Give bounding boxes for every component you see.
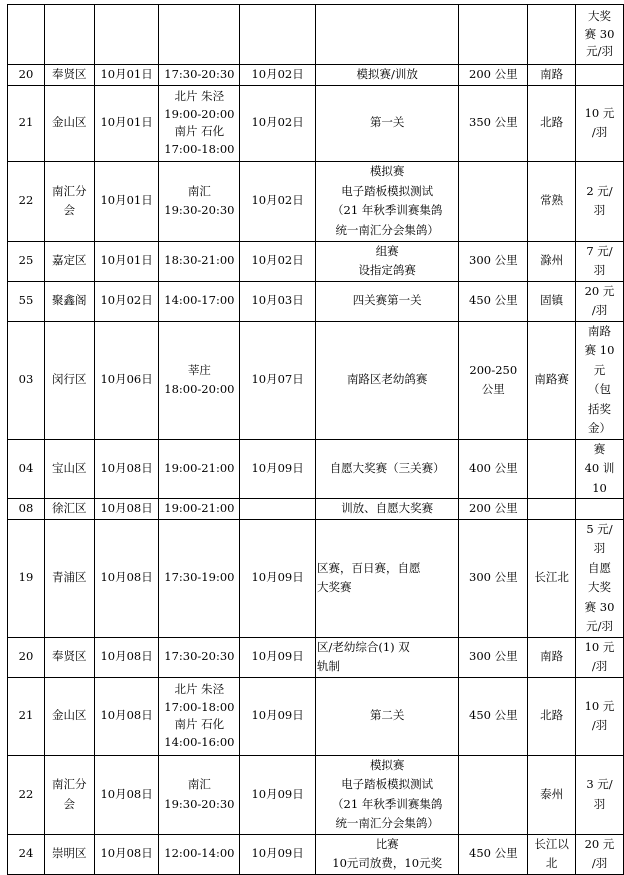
cell-return-date: 10月02日 bbox=[240, 65, 316, 86]
cell-distance-line: 450 公里 bbox=[469, 708, 518, 723]
cell-fee-line: 赛 bbox=[593, 441, 606, 456]
cell-id bbox=[8, 5, 45, 65]
cell-time bbox=[159, 519, 240, 637]
cell-date: 10月08日 bbox=[94, 519, 159, 637]
cell-distance bbox=[459, 85, 528, 161]
cell-time-line: 南汇 bbox=[187, 777, 211, 791]
cell-time-line: 17:00-18:00 bbox=[164, 699, 235, 714]
cell-district bbox=[44, 439, 94, 499]
cell-time-line: 19:00-21:00 bbox=[164, 461, 235, 475]
cell-location bbox=[528, 241, 576, 281]
table-row bbox=[8, 321, 624, 439]
cell-fee-line: 括奖 bbox=[588, 401, 612, 416]
table-row bbox=[8, 5, 624, 65]
cell-return-date: 10月02日 bbox=[240, 85, 316, 161]
table-row bbox=[8, 65, 624, 86]
cell-time-line: 19:30-20:30 bbox=[164, 796, 235, 811]
cell-fee bbox=[576, 65, 624, 86]
cell-location bbox=[528, 5, 576, 65]
cell-distance-line: 450 公里 bbox=[469, 846, 518, 861]
cell-location-line: 北路 bbox=[540, 115, 564, 130]
cell-district-line: 奉贤区 bbox=[52, 67, 87, 81]
cell-fee bbox=[576, 439, 624, 499]
cell-id: 24 bbox=[8, 834, 45, 874]
cell-time bbox=[159, 5, 240, 65]
cell-location bbox=[528, 834, 576, 874]
cell-fee-line: 10 元 bbox=[584, 105, 615, 120]
cell-location-line: 长江北 bbox=[534, 570, 569, 585]
cell-time-line: 莘庄 bbox=[187, 362, 211, 377]
cell-event-line: 轨制 bbox=[316, 659, 340, 673]
cell-id: 04 bbox=[8, 439, 45, 499]
cell-fee bbox=[576, 5, 624, 65]
cell-time-line: 17:30-20:30 bbox=[164, 649, 235, 664]
cell-fee bbox=[576, 677, 624, 755]
cell-fee-line: 赛 30 bbox=[584, 599, 615, 614]
cell-location bbox=[528, 499, 576, 520]
cell-time-line: 14:00-16:00 bbox=[164, 734, 235, 749]
cell-time-line: 17:30-20:30 bbox=[164, 67, 235, 81]
cell-fee-line: 20 元 bbox=[584, 836, 615, 851]
cell-time bbox=[159, 637, 240, 677]
cell-time bbox=[159, 677, 240, 755]
cell-fee-line: 大奖 bbox=[588, 9, 612, 24]
cell-id: 55 bbox=[8, 281, 45, 321]
cell-event bbox=[315, 85, 458, 161]
cell-time-line: 18:30-21:00 bbox=[164, 253, 235, 268]
cell-date: 10月01日 bbox=[94, 85, 159, 161]
cell-event bbox=[315, 834, 458, 874]
cell-district-line: 金山区 bbox=[52, 708, 87, 723]
cell-time-line: 北片 朱泾 bbox=[174, 89, 225, 103]
cell-date: 10月01日 bbox=[94, 161, 159, 241]
cell-fee-line: （包 bbox=[588, 382, 612, 396]
cell-id: 21 bbox=[8, 85, 45, 161]
cell-event-line: 第二关 bbox=[369, 708, 405, 723]
cell-distance bbox=[459, 321, 528, 439]
cell-event bbox=[315, 499, 458, 520]
cell-distance-line: 200-250 bbox=[469, 362, 518, 377]
cell-event bbox=[315, 65, 458, 86]
cell-fee-line: 元 bbox=[593, 362, 606, 377]
cell-id: 03 bbox=[8, 321, 45, 439]
cell-time-line: 17:00-18:00 bbox=[164, 141, 235, 156]
cell-location bbox=[528, 637, 576, 677]
cell-date: 10月08日 bbox=[94, 755, 159, 834]
cell-fee-line: 3 元/ bbox=[586, 777, 613, 791]
cell-return-date: 10月03日 bbox=[240, 281, 316, 321]
cell-district-line: 闵行区 bbox=[52, 372, 87, 387]
cell-fee-line: 40 训 bbox=[584, 461, 615, 475]
cell-district bbox=[44, 5, 94, 65]
cell-event bbox=[315, 281, 458, 321]
cell-district-line: 金山区 bbox=[52, 115, 87, 130]
cell-location-line: 北 bbox=[545, 856, 558, 870]
cell-location-line: 固镇 bbox=[540, 293, 564, 308]
cell-fee-line: 南路 bbox=[588, 323, 612, 338]
cell-event-line: 电子踏板模拟测试 bbox=[341, 777, 434, 791]
cell-fee bbox=[576, 499, 624, 520]
cell-district bbox=[44, 281, 94, 321]
cell-fee-line: 赛 30 bbox=[584, 26, 615, 41]
cell-distance-line: 公里 bbox=[481, 382, 505, 396]
cell-fee-line: /羽 bbox=[591, 718, 608, 732]
cell-district bbox=[44, 499, 94, 520]
cell-date: 10月01日 bbox=[94, 241, 159, 281]
cell-event-line: 自愿大奖赛（三关赛） bbox=[329, 461, 445, 475]
cell-location bbox=[528, 161, 576, 241]
cell-fee-line: 元/羽 bbox=[586, 44, 613, 59]
schedule-body bbox=[8, 5, 624, 875]
table-row bbox=[8, 281, 624, 321]
cell-fee bbox=[576, 161, 624, 241]
cell-event bbox=[315, 637, 458, 677]
table-row bbox=[8, 85, 624, 161]
cell-district-line: 青浦区 bbox=[52, 570, 87, 585]
cell-event-line: 统一南汇分会集鸽） bbox=[335, 816, 439, 830]
cell-event bbox=[315, 321, 458, 439]
cell-location-line: 南路 bbox=[540, 649, 564, 664]
cell-return-date: 10月09日 bbox=[240, 677, 316, 755]
cell-id: 22 bbox=[8, 755, 45, 834]
cell-id: 20 bbox=[8, 65, 45, 86]
cell-location-line: 泰州 bbox=[540, 786, 564, 801]
cell-date: 10月08日 bbox=[94, 499, 159, 520]
cell-time-line: 19:00-21:00 bbox=[164, 501, 235, 515]
cell-return-date: 10月09日 bbox=[240, 637, 316, 677]
cell-date: 10月08日 bbox=[94, 677, 159, 755]
cell-distance-line: 400 公里 bbox=[469, 461, 518, 475]
cell-time-line: 南汇 bbox=[187, 183, 211, 198]
table-row bbox=[8, 241, 624, 281]
cell-event-line: 训放、自愿大奖赛 bbox=[341, 501, 434, 515]
cell-distance bbox=[459, 161, 528, 241]
cell-time-line: 12:00-14:00 bbox=[164, 846, 235, 861]
cell-district-line: 崇明区 bbox=[52, 846, 87, 861]
cell-event-line: 南路区老幼鸽赛 bbox=[346, 372, 428, 387]
cell-event bbox=[315, 5, 458, 65]
cell-id: 08 bbox=[8, 499, 45, 520]
cell-district bbox=[44, 161, 94, 241]
cell-event-line: 组赛 bbox=[375, 243, 399, 258]
cell-district-line: 奉贤区 bbox=[52, 649, 87, 664]
cell-id: 25 bbox=[8, 241, 45, 281]
cell-event-line: 区赛，百日赛，自愿 bbox=[316, 560, 421, 575]
cell-district bbox=[44, 241, 94, 281]
cell-fee bbox=[576, 321, 624, 439]
cell-return-date: 10月02日 bbox=[240, 241, 316, 281]
cell-fee-line: 金） bbox=[588, 421, 612, 435]
cell-distance bbox=[459, 241, 528, 281]
cell-event-line: 模拟赛 bbox=[369, 757, 405, 772]
cell-location bbox=[528, 321, 576, 439]
cell-time-line: 19:00-20:00 bbox=[164, 106, 235, 121]
cell-fee-line: /羽 bbox=[591, 659, 608, 673]
cell-date: 10月08日 bbox=[94, 439, 159, 499]
cell-event bbox=[315, 755, 458, 834]
cell-id: 20 bbox=[8, 637, 45, 677]
cell-event-line: （21 年秋季训赛集鸽 bbox=[332, 796, 443, 811]
cell-fee bbox=[576, 85, 624, 161]
cell-distance bbox=[459, 281, 528, 321]
cell-event-line: 模拟赛/训放 bbox=[356, 67, 418, 81]
cell-fee-line: 10 元 bbox=[584, 639, 615, 654]
cell-event bbox=[315, 677, 458, 755]
cell-event-line: 统一南汇分会集鸽） bbox=[335, 222, 439, 237]
cell-event-line: 区/老幼综合(1) 双 bbox=[316, 639, 410, 654]
cell-return-date: 10月09日 bbox=[240, 834, 316, 874]
cell-fee-line: 10 bbox=[592, 480, 607, 495]
cell-district bbox=[44, 519, 94, 637]
cell-district-line: 聚鑫阁 bbox=[52, 293, 87, 308]
cell-id: 21 bbox=[8, 677, 45, 755]
cell-district-line: 南汇分 bbox=[52, 183, 87, 198]
cell-location bbox=[528, 519, 576, 637]
cell-fee-line: /羽 bbox=[591, 125, 608, 139]
cell-time-line: 19:30-20:30 bbox=[164, 203, 235, 217]
cell-location-line: 常熟 bbox=[540, 193, 564, 208]
cell-fee-line: 5 元/ bbox=[586, 521, 613, 536]
table-row bbox=[8, 439, 624, 499]
cell-fee-line: 10 元 bbox=[584, 698, 615, 713]
cell-district-line: 会 bbox=[63, 203, 76, 217]
cell-distance bbox=[459, 637, 528, 677]
cell-event bbox=[315, 241, 458, 281]
cell-date: 10月08日 bbox=[94, 637, 159, 677]
cell-return-date: 10月02日 bbox=[240, 161, 316, 241]
cell-location-line: 长江以 bbox=[534, 836, 569, 851]
cell-distance-line: 350 公里 bbox=[469, 115, 518, 130]
cell-district bbox=[44, 755, 94, 834]
cell-time bbox=[159, 755, 240, 834]
cell-district bbox=[44, 85, 94, 161]
cell-location-line: 南路赛 bbox=[534, 372, 569, 387]
cell-location bbox=[528, 677, 576, 755]
cell-location bbox=[528, 755, 576, 834]
table-row bbox=[8, 755, 624, 834]
cell-distance-line: 200 公里 bbox=[469, 501, 518, 515]
cell-return-date: 10月09日 bbox=[240, 519, 316, 637]
cell-district-line: 会 bbox=[63, 796, 76, 811]
table-row bbox=[8, 499, 624, 520]
cell-time bbox=[159, 85, 240, 161]
cell-time bbox=[159, 65, 240, 86]
cell-fee bbox=[576, 281, 624, 321]
cell-location-line: 滁州 bbox=[540, 253, 564, 268]
cell-event-line: 比赛 bbox=[375, 836, 399, 851]
cell-location bbox=[528, 65, 576, 86]
cell-district bbox=[44, 65, 94, 86]
cell-location-line: 南路 bbox=[540, 67, 564, 81]
cell-time bbox=[159, 321, 240, 439]
cell-return-date bbox=[240, 5, 316, 65]
cell-date: 10月02日 bbox=[94, 281, 159, 321]
cell-fee bbox=[576, 519, 624, 637]
cell-time bbox=[159, 161, 240, 241]
cell-distance bbox=[459, 677, 528, 755]
cell-time-line: 14:00-17:00 bbox=[164, 293, 235, 308]
cell-fee bbox=[576, 637, 624, 677]
cell-time bbox=[159, 241, 240, 281]
cell-event-line: 四关赛第一关 bbox=[352, 293, 422, 308]
cell-distance bbox=[459, 519, 528, 637]
cell-event-line: 模拟赛 bbox=[369, 164, 405, 178]
cell-district bbox=[44, 637, 94, 677]
cell-event-line: 设指定鸽赛 bbox=[358, 263, 416, 277]
cell-location bbox=[528, 85, 576, 161]
cell-fee-line: 羽 bbox=[593, 263, 606, 277]
cell-time bbox=[159, 834, 240, 874]
cell-date: 10月08日 bbox=[94, 834, 159, 874]
cell-time bbox=[159, 439, 240, 499]
cell-time-line: 北片 朱泾 bbox=[174, 682, 225, 696]
cell-date bbox=[94, 5, 159, 65]
cell-fee-line: 2 元/ bbox=[586, 183, 613, 198]
cell-id: 22 bbox=[8, 161, 45, 241]
cell-district-line: 宝山区 bbox=[52, 461, 87, 475]
cell-fee-line: 元/羽 bbox=[586, 619, 613, 633]
cell-event-line: 大奖赛 bbox=[316, 580, 352, 594]
cell-event-line: （21 年秋季训赛集鸽 bbox=[332, 203, 443, 217]
cell-time-line: 南片 石化 bbox=[174, 124, 225, 138]
cell-distance-line: 450 公里 bbox=[469, 293, 518, 308]
cell-district bbox=[44, 677, 94, 755]
cell-district-line: 嘉定区 bbox=[52, 253, 87, 268]
table-row bbox=[8, 834, 624, 874]
cell-district bbox=[44, 834, 94, 874]
cell-district bbox=[44, 321, 94, 439]
table-row bbox=[8, 519, 624, 637]
table-row bbox=[8, 677, 624, 755]
table-row bbox=[8, 637, 624, 677]
cell-distance-line: 300 公里 bbox=[469, 253, 518, 268]
cell-id: 19 bbox=[8, 519, 45, 637]
cell-distance bbox=[459, 499, 528, 520]
cell-time bbox=[159, 281, 240, 321]
cell-fee-line: 赛 10 bbox=[584, 343, 615, 357]
cell-fee-line: 羽 bbox=[593, 796, 606, 811]
cell-fee-line: /羽 bbox=[591, 303, 608, 317]
cell-fee-line: 羽 bbox=[593, 541, 606, 555]
cell-return-date: 10月07日 bbox=[240, 321, 316, 439]
table-row bbox=[8, 161, 624, 241]
cell-time-line: 18:00-20:00 bbox=[164, 382, 235, 396]
cell-time bbox=[159, 499, 240, 520]
cell-event-line: 电子踏板模拟测试 bbox=[341, 183, 434, 198]
cell-date: 10月06日 bbox=[94, 321, 159, 439]
cell-date: 10月01日 bbox=[94, 65, 159, 86]
cell-time-line: 南片 石化 bbox=[174, 717, 225, 731]
cell-event bbox=[315, 439, 458, 499]
cell-distance bbox=[459, 65, 528, 86]
cell-district-line: 南汇分 bbox=[52, 777, 87, 791]
cell-location-line: 北路 bbox=[540, 708, 564, 723]
cell-fee-line: /羽 bbox=[591, 856, 608, 870]
cell-location bbox=[528, 439, 576, 499]
cell-location bbox=[528, 281, 576, 321]
cell-distance bbox=[459, 439, 528, 499]
cell-fee-line: 20 元 bbox=[584, 283, 615, 298]
cell-event bbox=[315, 161, 458, 241]
cell-fee-line: 大奖 bbox=[588, 580, 612, 594]
cell-distance bbox=[459, 5, 528, 65]
cell-return-date bbox=[240, 499, 316, 520]
cell-distance bbox=[459, 834, 528, 874]
cell-fee bbox=[576, 241, 624, 281]
cell-district-line: 徐汇区 bbox=[52, 501, 87, 515]
cell-fee-line: 羽 bbox=[593, 203, 606, 217]
cell-return-date: 10月09日 bbox=[240, 439, 316, 499]
cell-event-line: 第一关 bbox=[369, 115, 405, 130]
cell-fee-line: 自愿 bbox=[588, 560, 612, 575]
cell-return-date: 10月09日 bbox=[240, 755, 316, 834]
cell-distance-line: 300 公里 bbox=[469, 570, 518, 585]
cell-fee-line: 7 元/ bbox=[586, 243, 613, 258]
cell-fee bbox=[576, 755, 624, 834]
cell-distance-line: 200 公里 bbox=[469, 67, 518, 81]
cell-event bbox=[315, 519, 458, 637]
cell-distance bbox=[459, 755, 528, 834]
cell-time-line: 17:30-19:00 bbox=[164, 570, 235, 585]
cell-distance-line: 300 公里 bbox=[469, 649, 518, 664]
cell-fee bbox=[576, 834, 624, 874]
cell-event-line: 10元司放费，10元奖 bbox=[332, 856, 443, 870]
schedule-table bbox=[7, 4, 624, 875]
